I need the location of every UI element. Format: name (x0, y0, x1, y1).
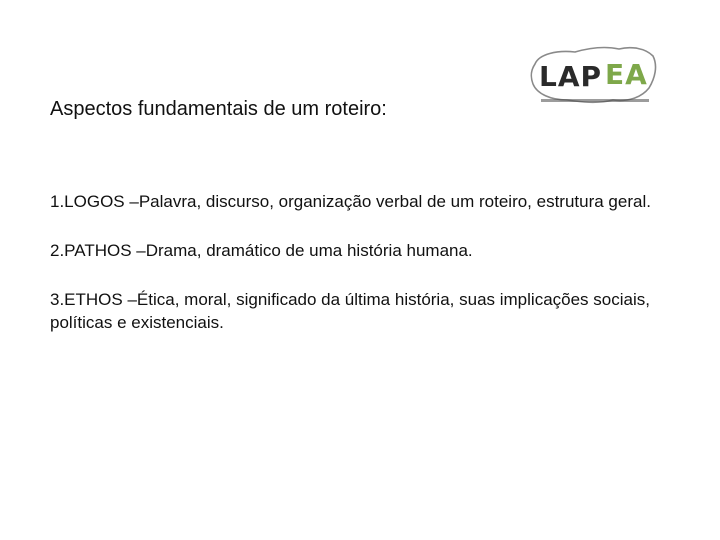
lapea-logo-graphic (527, 44, 659, 110)
logo-text-dark: LAP (539, 60, 603, 93)
list-item-ethos: 3.ETHOS –Ética, moral, significado da última história, suas implicações sociais, políticas e existenciais. (50, 290, 650, 332)
slide-content (50, 190, 660, 360)
logo-text-accent: EA (605, 58, 648, 91)
list-item-logos: 1.LOGOS –Palavra, discurso, organização verbal de um roteiro, estrutura geral. (50, 192, 651, 211)
list-item-pathos: 2.PATHOS –Drama, dramático de uma história humana. (50, 241, 473, 260)
slide-title: Aspectos fundamentais de um roteiro: (50, 98, 387, 120)
lapea-logo (527, 44, 659, 110)
logo-tagline-strip (541, 99, 649, 102)
